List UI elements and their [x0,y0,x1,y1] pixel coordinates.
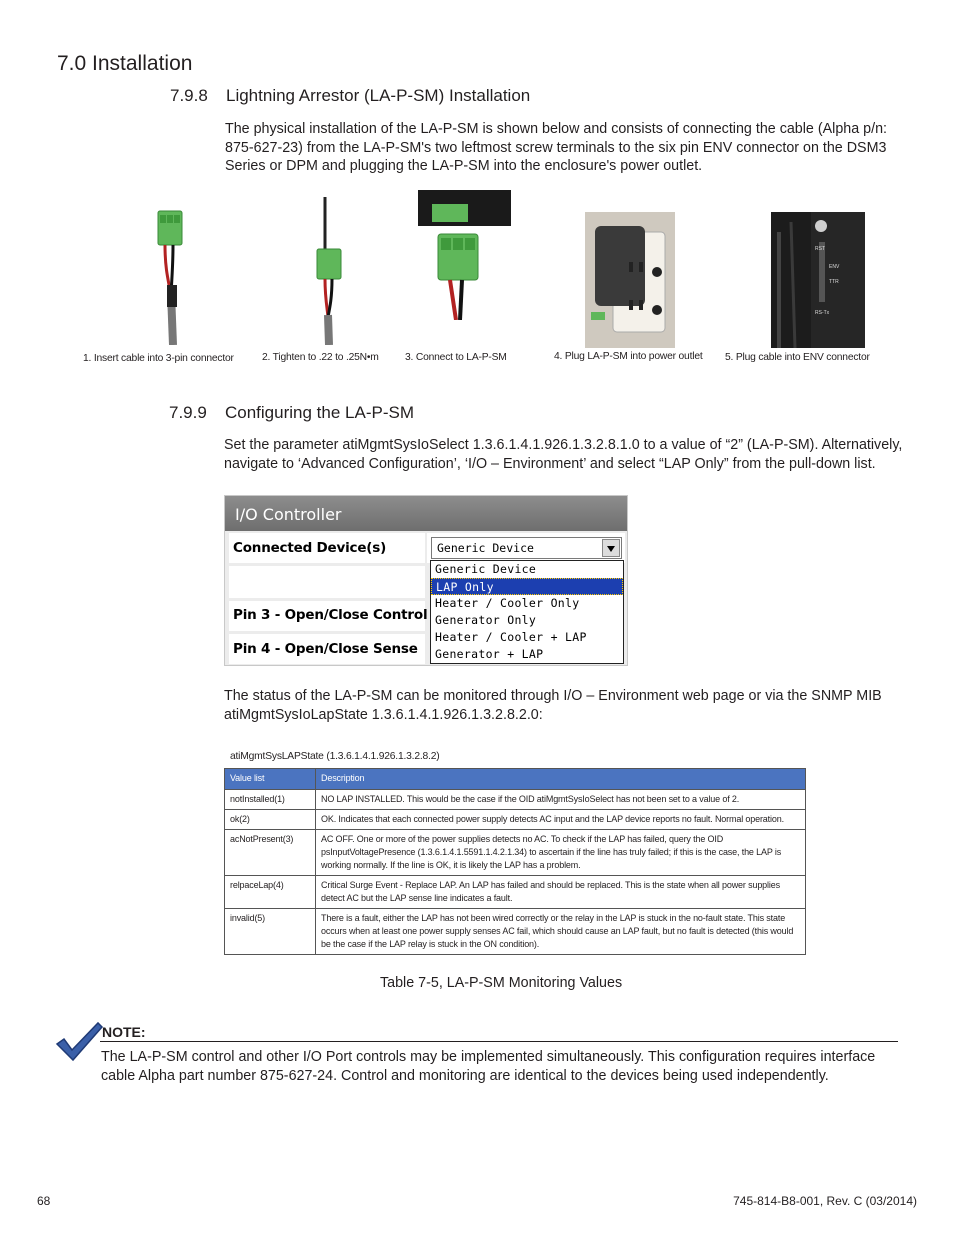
option-generic-device[interactable]: Generic Device [435,562,537,576]
subsection-798-body: The physical installation of the LA-P-SM is shown below and consists of connecting the cable (Alpha p/n: 875-627-23) from the LA-P-SM's two leftmost screw terminals to the six pin ENV connector on the DSM3 Series or DPM and plugging the LA-P-SM into the enclosure's power outlet. [225,121,887,174]
step-caption-4: 4. Plug LA-P-SM into power outlet [554,351,703,362]
photo-step-1 [145,205,195,345]
io-controller-panel [224,495,628,666]
screwdriver-image [305,197,350,345]
option-generator-lap[interactable]: Generator + LAP [435,647,544,661]
step-caption-1: 1. Insert cable into 3-pin connector [83,353,234,364]
table-cell-description: NO LAP INSTALLED. This would be the case if the OID atiMgmtSysIoSelect has not been set to a value of 2. [316,790,806,810]
step-caption-2: 2. Tighten to .22 to .25N•m [262,352,379,363]
table-cell-description: AC OFF. One or more of the power supplies detects no AC. To check if the LAP has failed, query the OID psInputVoltagePresence (1.3.6.1.4.1.5591.1.4.2.1.34) to ascertain if the line has truly failed; if this is the case, the LAP is working normally. If the line is OK, it is likely the LAP has a problem. [316,830,806,876]
subsection-799-number: 7.9.9 [169,403,207,422]
table-cell-description: Critical Surge Event - Replace LAP. An LAP has failed and should be replaced. This is the state when all power supplies detect AC but the LAP sense line indicates a fault. [316,876,806,909]
section-title: 7.0 Installation [57,52,193,75]
option-heater-cooler-lap[interactable]: Heater / Cooler + LAP [435,630,587,644]
device-label-env: ENV [829,264,840,270]
subsection-799-body: Set the parameter atiMgmtSysIoSelect 1.3.6.1.4.1.926.1.3.2.8.1.0 to a value of “2” (LA-P-SM). Alternatively, navigate to ‘Advanced Configuration’, ‘I/O – Environment’ and select “LAP Only” from the pull-down list. [224,437,903,472]
photo-step-3 [418,190,511,320]
step-caption-5: 5. Plug cable into ENV connector [725,352,870,363]
env-connector-image [771,212,865,348]
step-caption-3: 3. Connect to LA-P-SM [405,352,507,363]
photo-step-5 [771,212,865,348]
option-lap-only[interactable]: LAP Only [431,578,623,595]
cable-connector-image [145,205,195,345]
table-header-value-list: Value list [225,769,316,790]
subsection-798-number: 7.9.8 [170,86,208,105]
status-text: The status of the LA-P-SM can be monitored through I/O – Environment web page or via the SNMP MIB atiMgmtSysIoLapState 1.3.6.1.4.1.926.1.3.2.8.2.0: [224,688,882,723]
note-divider [100,1041,898,1042]
table-row [225,810,806,830]
table-row [225,830,806,876]
device-label-rst: RST [815,246,825,252]
table-cell-value: notInstalled(1) [225,790,316,810]
io-controller-title: I/O Controller [225,496,627,531]
page-number: 68 [37,1194,51,1208]
connected-devices-select[interactable] [431,537,622,559]
dropdown-arrow-icon[interactable] [602,539,620,557]
table-cell-value: invalid(5) [225,909,316,955]
table-cell-value: acNotPresent(3) [225,830,316,876]
connected-devices-options [430,560,624,664]
table-cell-description: There is a fault, either the LAP has not been wired correctly or the relay in the LAP is stuck in the no-fault state. This state occurs when at least one power supply senses AC fail, which should cause an LAP fault, but no fault is detected (this would be the case if the LAP relay is stuck in the ON condition). [316,909,806,955]
connected-devices-select-value: Generic Device [437,541,534,555]
table-row [225,876,806,909]
table-header-description: Description [316,769,806,790]
checkmark-icon [54,1020,104,1062]
subsection-799-title: Configuring the LA-P-SM [225,403,414,422]
connected-devices-label: Connected Device(s) [233,540,387,556]
table-row [225,909,806,955]
subsection-798-title: Lightning Arrestor (LA-P-SM) Installation [226,86,531,105]
photo-step-4 [585,212,675,348]
table-row [225,790,806,810]
subsection-799-heading [169,403,414,423]
note-title: NOTE: [102,1024,146,1040]
photo-step-2 [305,197,350,345]
device-label-ttr: TTR [829,279,839,285]
pin4-label: Pin 4 - Open/Close Sense [233,641,418,657]
power-outlet-image [585,212,675,348]
document-number: 745-814-B8-001, Rev. C (03/2014) [733,1194,917,1208]
option-generator-only[interactable]: Generator Only [435,613,537,627]
table-label: Table 7-5, LA-P-SM Monitoring Values [380,975,623,991]
device-label-rs: RS-Tx [815,310,830,316]
table-cell-description: OK. Indicates that each connected power supply detects AC input and the LAP device reports no fault. Normal operation. [316,810,806,830]
pin3-label: Pin 3 - Open/Close Control [233,607,428,623]
monitoring-values-table [224,768,806,955]
table-cell-value: relpaceLap(4) [225,876,316,909]
option-heater-cooler-only[interactable]: Heater / Cooler Only [435,596,580,610]
subsection-798-heading [170,86,530,106]
table-cell-value: ok(2) [225,810,316,830]
table-caption: atiMgmtSysLAPState (1.3.6.1.4.1.926.1.3.2.8.2) [230,751,440,762]
table-header-row [225,769,806,790]
blank-cell [229,566,425,598]
lap-connector-image [418,190,511,320]
note-text: The LA-P-SM control and other I/O Port controls may be implemented simultaneously. This configuration requires interface cable Alpha part number 875-627-24. Control and monitoring are identical to the devices being used independently. [101,1049,876,1084]
